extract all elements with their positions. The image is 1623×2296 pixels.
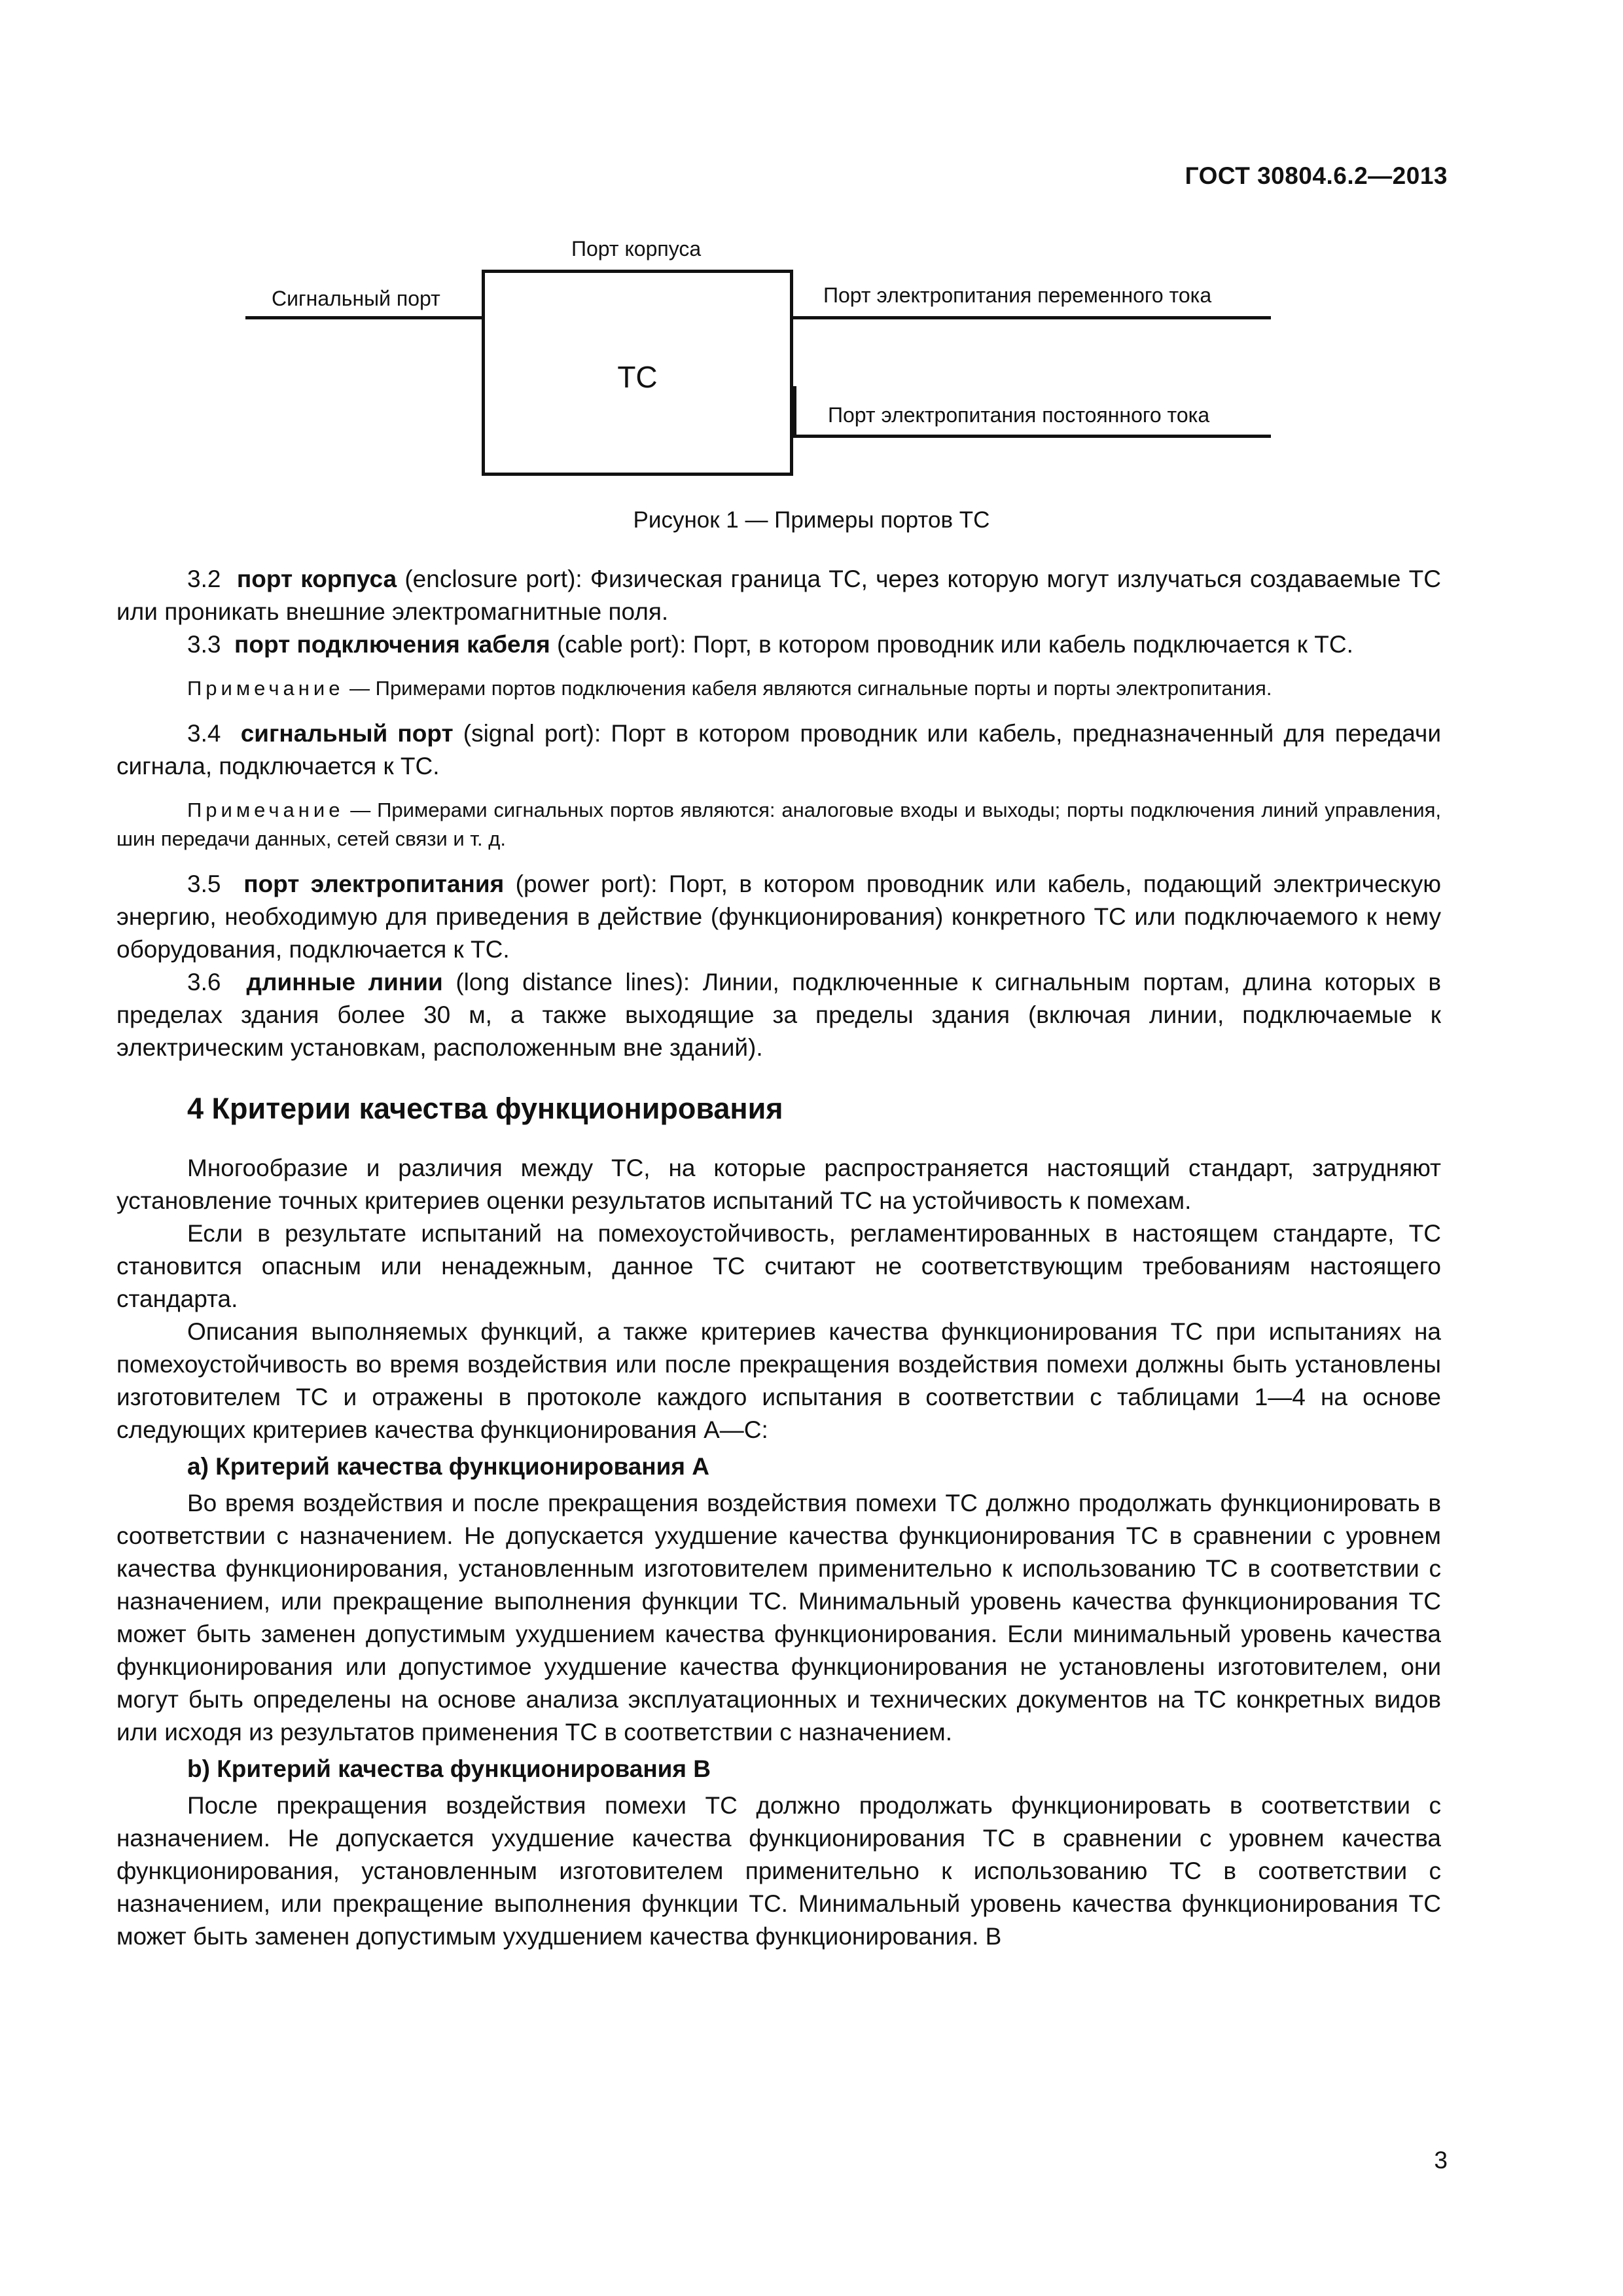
note-label: Примечание [187,798,344,821]
dc-port-line [793,435,1271,438]
ac-port-line [792,316,1271,319]
dc-port-connector [793,386,796,437]
definition-term: порт подключения кабеля [234,631,550,658]
definition-text: (cable port): Порт, в котором проводник или кабель подключается к ТС. [550,631,1353,658]
criterion-b-heading: b) Критерий качества функционирования В [187,1755,711,1782]
definition-number: 3.4 [187,720,221,747]
ac-port-label: Порт электропитания переменного тока [823,283,1212,307]
equipment-box [482,270,793,476]
definition-term: сигнальный порт [240,720,454,747]
definition-3-5 [116,868,1441,966]
signal-port-line [245,316,482,319]
definition-text: (power port): Порт, в котором проводник или кабель, подающий электрическую энергию, необходимую для приведения в действие (функционирования) конкретного ТС или подключаемого к нему оборудования, подключается к ТС. [116,870,1441,963]
definition-text: (signal port): Порт в котором проводник или кабель, предназначенный для передачи сигнала, подключается к ТС. [116,720,1442,780]
definition-term: порт электропитания [243,870,505,897]
signal-port-label: Сигнальный порт [272,287,440,310]
document-body [116,563,1441,1953]
definition-term: длинные линии [246,969,443,996]
definition-number: 3.2 [187,565,221,592]
ports-figure [0,0,1623,550]
section-4-heading: 4 Критерии качества функционирования [187,1092,783,1125]
definition-number: 3.3 [187,631,221,658]
definition-3-2 [116,563,1441,628]
definition-3-4 [116,717,1441,783]
figure-caption: Рисунок 1 — Примеры портов ТС [633,507,990,533]
definition-term: порт корпуса [236,565,397,592]
note-signal-ports [116,796,1441,853]
enclosure-port-label: Порт корпуса [571,237,702,260]
standard-number: ГОСТ 30804.6.2—2013 [1185,162,1448,189]
section-4-paragraph: Описания выполняемых функций, а также критериев качества функционирования ТС при испытаниях на помехоустойчивость во время воздействия или после прекращения воздействия помехи должны быть установлены изготовителем ТС и отражены в протоколе каждого испытания в соответствии с таблицами 1—4 на основе следующих критериев качества функционирования А—С: [116,1318,1441,1443]
dc-port-label: Порт электропитания постоянного тока [828,403,1210,427]
definition-text: (enclosure port): Физическая граница ТС, через которую могут излучаться создаваемые ТС или проникать внешние электромагнитные поля. [116,565,1441,625]
criterion-a-text: Во время воздействия и после прекращения воздействия помехи ТС должно продолжать функционировать в соответствии с назначением. Не допускается ухудшение качества функционирования ТС в сравнении с уровнем качества функционирования, установленным изготовителем применительно к использованию ТС в соответствии с назначением, или прекращение выполнения функции ТС. Минимальный уровень качества функционирования ТС может быть заменен допустимым ухудшением качества функционирования. Если минимальный уровень качества функционирования или допустимое ухудшение качества функционирования не установлены изготовителем, они могут быть определены на основе анализа эксплуатационных и технических документов на ТС конкретных видов или исходя из результатов применения ТС в соответствии с назначением. [116,1490,1441,1746]
note-text: — Примерами сигнальных портов являются: аналоговые входы и выходы; порты подключения линий управления, шин передачи данных, сетей связи и т. д. [116,798,1441,850]
criterion-a-heading: а) Критерий качества функционирования А [187,1453,709,1480]
equipment-box-label: ТС [617,360,658,394]
page-number: 3 [1434,2147,1448,2174]
definition-3-6 [116,966,1441,1064]
definition-text: (long distance lines): Линии, подключенные к сигнальным портам, длина которых в пределах здания более 30 м, а также выходящие за пределы здания (включая линии, подключаемые к электрическим установкам, расположенным вне зданий). [116,969,1442,1061]
definition-3-3 [116,628,1441,661]
note-label: Примечание [187,677,344,700]
definition-number: 3.6 [187,969,221,996]
note-text: — Примерами портов подключения кабеля являются сигнальные порты и порты электропитания. [344,677,1272,700]
section-4-paragraph: Многообразие и различия между ТС, на которые распространяется настоящий стандарт, затрудняют установление точных критериев оценки результатов испытаний ТС на устойчивость к помехам. [116,1155,1441,1214]
note-cable-ports [116,674,1441,703]
criterion-b-text: После прекращения воздействия помехи ТС должно продолжать функционировать в соответствии с назначением. Не допускается ухудшение качества функционирования ТС в сравнении с уровнем качества функционирования, установленным изготовителем применительно к использованию ТС в соответствии с назначением, или прекращение выполнения функции ТС. Минимальный уровень качества функционирования ТС может быть заменен допустимым ухудшением качества функционирования. В [116,1792,1441,1950]
section-4-paragraph: Если в результате испытаний на помехоустойчивость, регламентированных в настоящем стандарте, ТС становится опасным или ненадежным, данное ТС считают не соответствующим требованиям настоящего стандарта. [116,1220,1441,1312]
definition-number: 3.5 [187,870,221,897]
